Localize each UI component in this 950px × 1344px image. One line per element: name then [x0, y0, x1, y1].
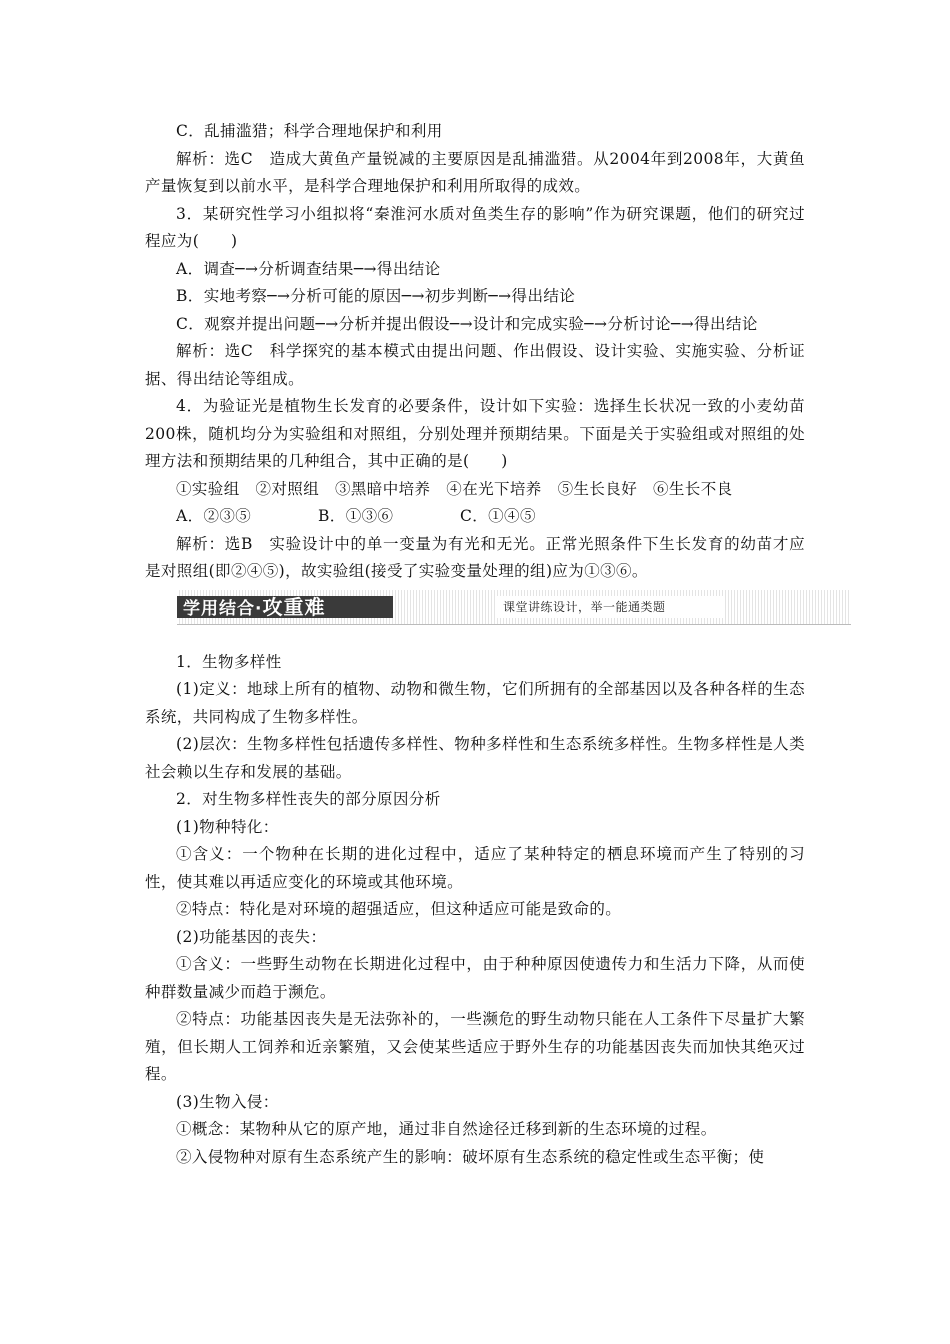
q4-options [145, 503, 805, 531]
point-1-heading: 1．生物多样性 [176, 652, 282, 671]
invasion-heading: (3)生物入侵： [176, 1092, 279, 1111]
q4-option-a: A．②③⑤ [176, 507, 252, 525]
q4-analysis: 解析：选B 实验设计中的单一变量为有光和无光。正常光照条件下生长发育的幼苗才应是对照组(即②④⑤)，故实验组(接受了实验变量处理的组)应为①③⑥。 [145, 534, 805, 580]
document-body [145, 118, 805, 1171]
point-1-levels: (2)层次：生物多样性包括遗传多样性、物种多样性和生态系统多样性。生物多样性是人类社会赖以生存和发展的基础。 [145, 735, 805, 781]
q3-option-c: C．观察并提出问题─→分析并提出假设─→设计和完成实验─→分析讨论─→得出结论 [176, 314, 758, 333]
gene-loss-meaning: ①含义：一些野生动物在长期进化过程中，由于种种原因使遗传力和生活力下降，从而使种群数量减少而趋于濒危。 [145, 955, 805, 1001]
question-4: 4．为验证光是植物生长发育的必要条件，设计如下实验：选择生长状况一致的小麦幼苗200株，随机均分为实验组和对照组，分别处理并预期结果。下面是关于实验组或对照组的处理方法和预期结果的几种组合，其中正确的是( ) [145, 397, 805, 470]
point-2-heading: 2．对生物多样性丧失的部分原因分析 [176, 790, 441, 808]
specialization-feature: ②特点：特化是对环境的超强适应，但这种适应可能是致命的。 [176, 900, 622, 918]
banner-title-prefix: 学用结合· [183, 598, 263, 619]
banner-title [177, 596, 393, 618]
gene-loss-feature: ②特点：功能基因丧失是无法弥补的，一些濒危的野生动物只能在人工条件下尽量扩大繁殖，但长期人工饲养和近亲繁殖，又会使某些适应于野外生存的功能基因丧失而加快其绝灭过程。 [145, 1010, 805, 1083]
species-specialization-heading: (1)物种特化： [176, 817, 279, 836]
question-3: 3．某研究性学习小组拟将“秦淮河水质对鱼类生存的影响”作为研究课题，他们的研究过程应为( ) [145, 204, 805, 250]
q3-analysis: 解析：选C 科学探究的基本模式由提出问题、作出假设、设计实验、实施实验、分析证据、得出结论等组成。 [145, 342, 805, 388]
q4-option-b: B．①③⑥ [318, 507, 394, 525]
invasion-concept: ①概念：某物种从它的原产地，通过非自然途径迁移到新的生态环境的过程。 [176, 1120, 717, 1138]
banner-title-emphasis: 攻重难 [262, 594, 326, 619]
q4-items: ①实验组 ②对照组 ③黑暗中培养 ④在光下培养 ⑤生长良好 ⑥生长不良 [176, 479, 733, 498]
q2-analysis: 解析：选C 造成大黄鱼产量锐减的主要原因是乱捕滥猎。从2004年到2008年，大黄鱼产量恢复到以前水平，是科学合理地保护和利用所取得的成效。 [145, 149, 805, 195]
section-banner [177, 590, 851, 625]
gene-loss-heading: (2)功能基因的丧失： [176, 927, 327, 946]
q3-option-b: B．实地考察─→分析可能的原因─→初步判断─→得出结论 [176, 287, 576, 305]
point-1-definition: (1)定义：地球上所有的植物、动物和微生物，它们所拥有的全部基因以及各种各样的生态系统，共同构成了生物多样性。 [145, 680, 805, 726]
option-c-answer: C．乱捕滥猎；科学合理地保护和利用 [176, 122, 443, 140]
specialization-meaning: ①含义：一个物种在长期的进化过程中，适应了某种特定的栖息环境而产生了特别的习性，使其难以再适应变化的环境或其他环境。 [145, 845, 805, 891]
q4-option-c: C．①④⑤ [460, 507, 536, 525]
q3-option-a: A．调查─→分析调查结果─→得出结论 [176, 259, 441, 278]
invasion-impact: ②入侵物种对原有生态系统产生的影响：破坏原有生态系统的稳定性或生态平衡；使 [176, 1147, 765, 1166]
banner-subtitle: 课堂讲练设计，举一能通类题 [495, 596, 723, 618]
